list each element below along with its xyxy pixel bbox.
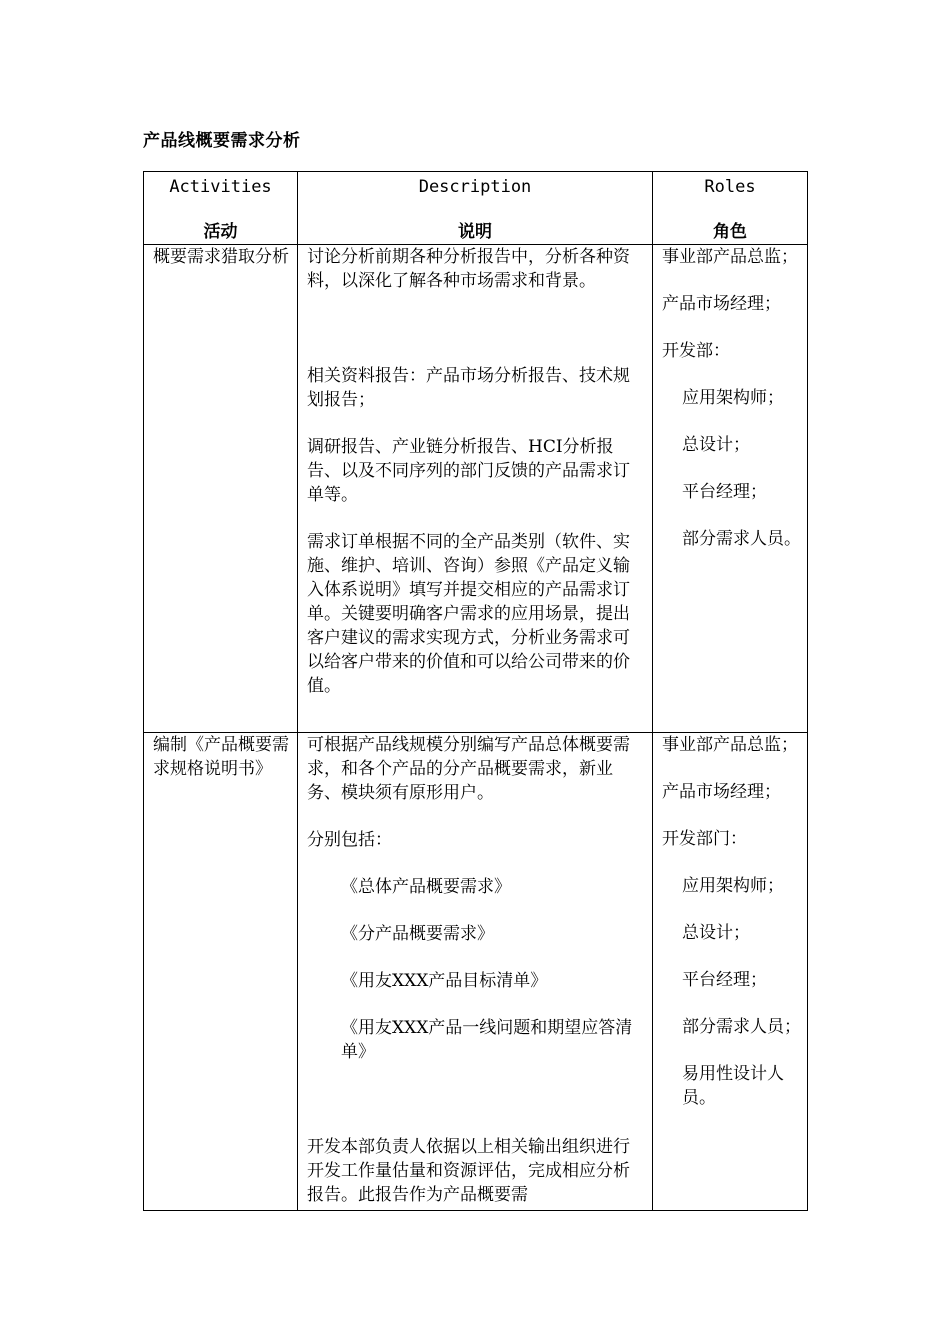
- header-activities-zh: 活动: [203, 222, 238, 242]
- role-item: 产品市场经理；: [662, 294, 781, 314]
- header-description-zh: 说明: [458, 222, 492, 242]
- header-roles: [653, 172, 808, 245]
- header-activities: [144, 172, 298, 245]
- deliverable-item: 《用友XXX产品一线问题和期望应答清单》: [341, 1018, 633, 1062]
- page-title: 产品线概要需求分析: [143, 131, 301, 151]
- header-description: [298, 172, 653, 245]
- roles-cell: [653, 245, 808, 733]
- header-activities-en: Activities: [169, 177, 272, 197]
- requirements-table: [143, 171, 808, 1211]
- description-cell: [298, 733, 653, 1211]
- role-item: 部分需求人员。: [682, 529, 801, 549]
- description-paragraph: 调研报告、产业链分析报告、HCI分析报告、以及不同序列的部门反馈的产品需求订单等。: [307, 437, 630, 505]
- role-item: 开发部门：: [662, 829, 747, 849]
- description-paragraph: 需求订单根据不同的全产品类别（软件、实施、维护、培训、咨询）参照《产品定义输入体系说明》填写并提交相应的产品需求订单。关键要明确客户需求的应用场景，提出客户建议的需求实现方式，分析业务需求可以给客户带来的价值和可以给公司带来的价值。: [307, 532, 630, 696]
- role-item: 总设计；: [682, 435, 750, 455]
- table-row: [144, 245, 808, 733]
- role-item: 平台经理；: [682, 970, 767, 990]
- role-item: 事业部产品总监；: [662, 247, 798, 267]
- activity-text: 编制《产品概要需求规格说明书》: [153, 735, 289, 779]
- deliverable-item: 《总体产品概要需求》: [341, 877, 511, 897]
- description-paragraph: 分别包括：: [307, 830, 392, 850]
- description-cell: [298, 245, 653, 733]
- roles-cell: [653, 733, 808, 1211]
- role-item: 总设计；: [682, 923, 750, 943]
- role-item: 部分需求人员；: [682, 1017, 801, 1037]
- activity-cell: [144, 245, 298, 733]
- role-item: 开发部：: [662, 341, 730, 361]
- role-item: 应用架构师；: [682, 876, 784, 896]
- description-paragraph: 可根据产品线规模分别编写产品总体概要需求，和各个产品的分产品概要需求，新业务、模块须有原形用户。: [307, 735, 630, 803]
- deliverable-item: 《用友XXX产品目标清单》: [341, 971, 548, 991]
- table-row: [144, 733, 808, 1211]
- activity-cell: [144, 733, 298, 1211]
- role-item: 产品市场经理；: [662, 782, 781, 802]
- role-item: 平台经理；: [682, 482, 767, 502]
- description-paragraph: 讨论分析前期各种分析报告中，分析各种资料，以深化了解各种市场需求和背景。: [307, 247, 630, 291]
- description-paragraph: 相关资料报告：产品市场分析报告、技术规划报告；: [307, 366, 630, 410]
- deliverable-item: 《分产品概要需求》: [341, 924, 494, 944]
- header-roles-en: Roles: [704, 177, 756, 197]
- role-item: 易用性设计人员。: [682, 1064, 784, 1108]
- role-item: 应用架构师；: [682, 388, 784, 408]
- header-description-en: Description: [418, 177, 532, 197]
- role-item: 事业部产品总监；: [662, 735, 798, 755]
- activity-text: 概要需求猎取分析: [153, 247, 289, 267]
- description-paragraph: 开发本部负责人依据以上相关输出组织进行开发工作量估量和资源评估，完成相应分析报告。此报告作为产品概要需: [307, 1137, 630, 1205]
- table-header-row: [144, 172, 808, 245]
- header-roles-zh: 角色: [713, 222, 747, 242]
